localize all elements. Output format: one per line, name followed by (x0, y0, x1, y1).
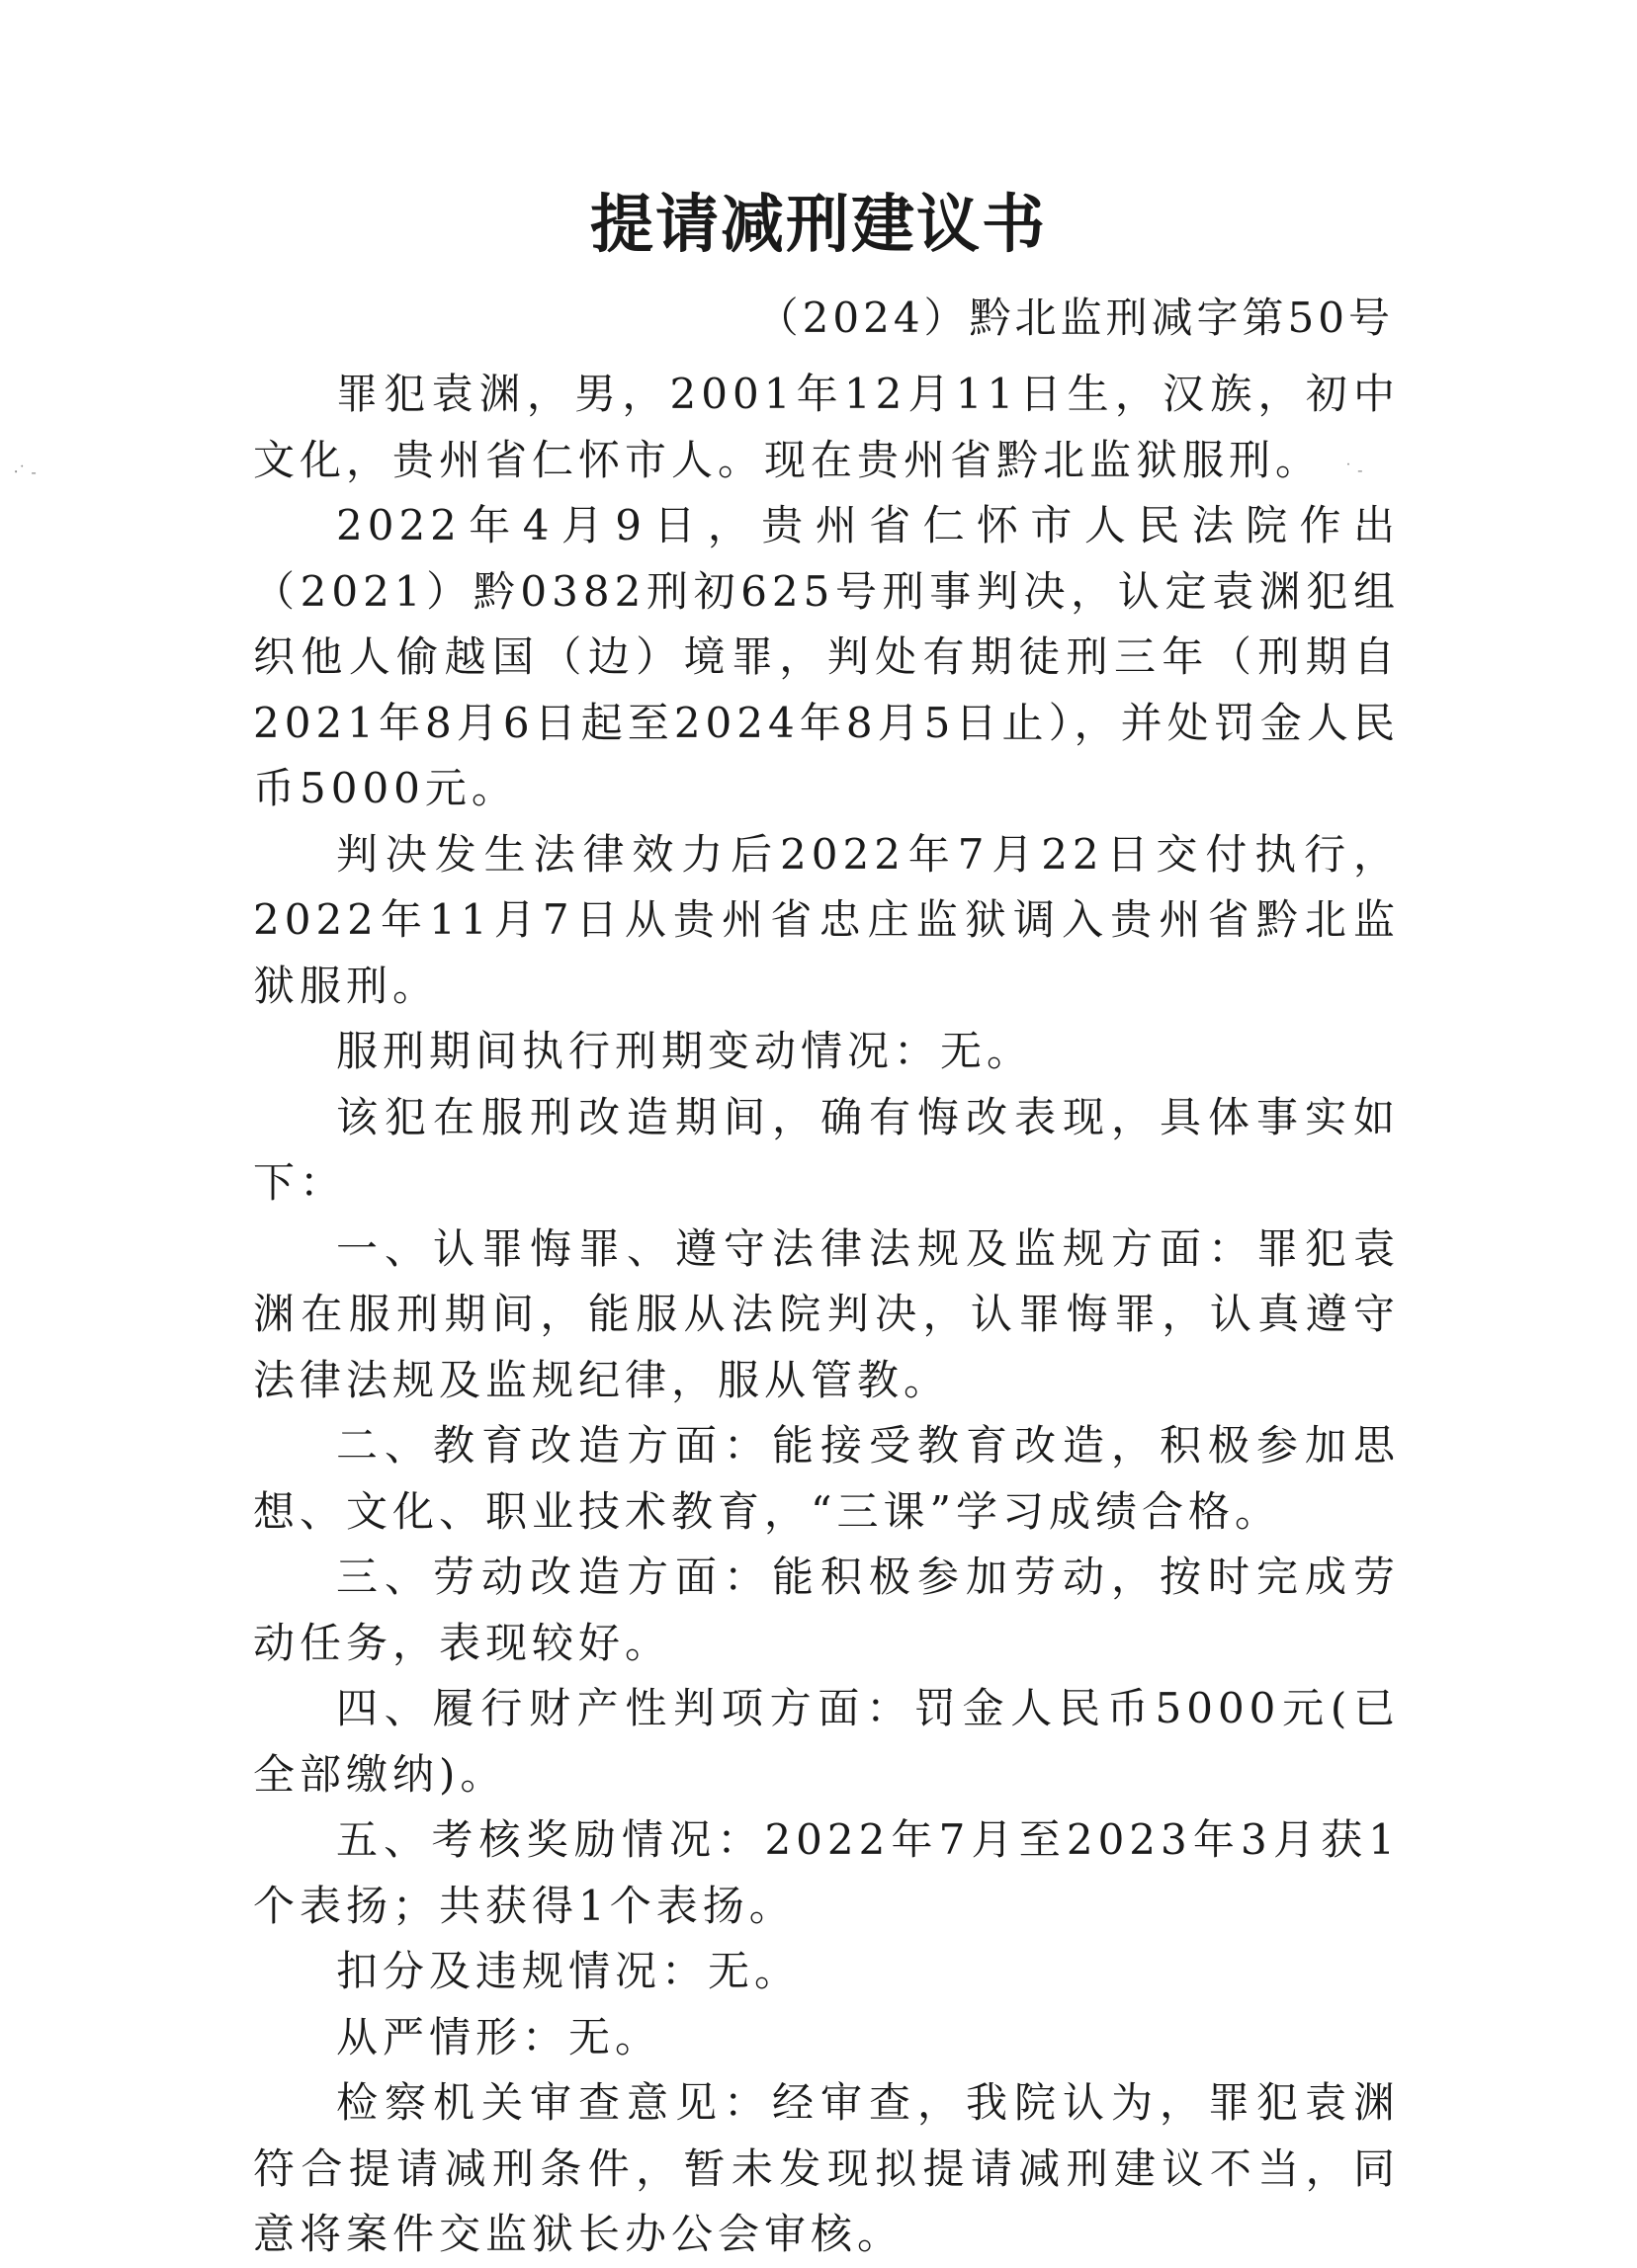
paragraph-procuratorate-opinion: 检察机关审查意见：经审查，我院认为，罪犯袁渊符合提请减刑条件，暂未发现拟提请减刑建议不当，同意将案件交监狱长办公会审核。 (253, 2078, 1400, 2258)
scan-speck: ˙ ‐ (1344, 461, 1363, 479)
paragraph-rewards: 五、考核奖励情况：2022年7月至2023年3月获1个表扬；共获得1个表扬。 (253, 1815, 1400, 1930)
paragraph-criminal-info: 罪犯袁渊，男，2001年12月11日生，汉族，初中文化，贵州省仁怀市人。现在贵州省黔北监狱服刑。 (253, 370, 1400, 484)
paragraph-education: 二、教育改造方面：能接受教育改造，积极参加思想、文化、职业技术教育，“三课”学习成绩合格。 (253, 1421, 1400, 1536)
paragraph-law-compliance: 一、认罪悔罪、遵守法律法规及监规方面：罪犯袁渊在服刑期间，能服从法院判决，认罪悔罪，认真遵守法律法规及监规纪律，服从管教。 (253, 1223, 1400, 1404)
document-title: 提请减刑建议书 (590, 189, 1047, 262)
paragraph-repentance-intro: 该犯在服刑改造期间，确有悔改表现，具体事实如下： (253, 1092, 1400, 1207)
paragraph-execution: 判决发生法律效力后2022年7月22日交付执行，2022年11月7日从贵州省忠庄监狱调入贵州省黔北监狱服刑。 (253, 829, 1400, 1010)
document-body (253, 362, 1400, 2268)
scan-speck: ⸱˙ ‐ (14, 462, 37, 481)
paragraph-term-change: 服刑期间执行刑期变动情况：无。 (336, 1027, 1034, 1075)
paragraph-judgment: 2022年4月9日，贵州省仁怀市人民法院作出（2021）黔0382刑初625号刑事判决，认定袁渊犯组织他人偷越国（边）境罪，判处有期徒刑三年（刑期自2021年8月6日起至2024年8月5日止），并处罚金人民币5000元。 (253, 501, 1400, 812)
paragraph-labor: 三、劳动改造方面：能积极参加劳动，按时完成劳动任务，表现较好。 (253, 1553, 1400, 1667)
paragraph-violations: 扣分及违规情况：无。 (336, 1947, 802, 1995)
paragraph-strict-circumstances: 从严情形：无。 (336, 2012, 662, 2061)
paragraph-property: 四、履行财产性判项方面：罚金人民币5000元(已全部缴纳)。 (253, 1684, 1400, 1799)
document-number: （2024）黔北监刑减字第50号 (756, 294, 1394, 342)
